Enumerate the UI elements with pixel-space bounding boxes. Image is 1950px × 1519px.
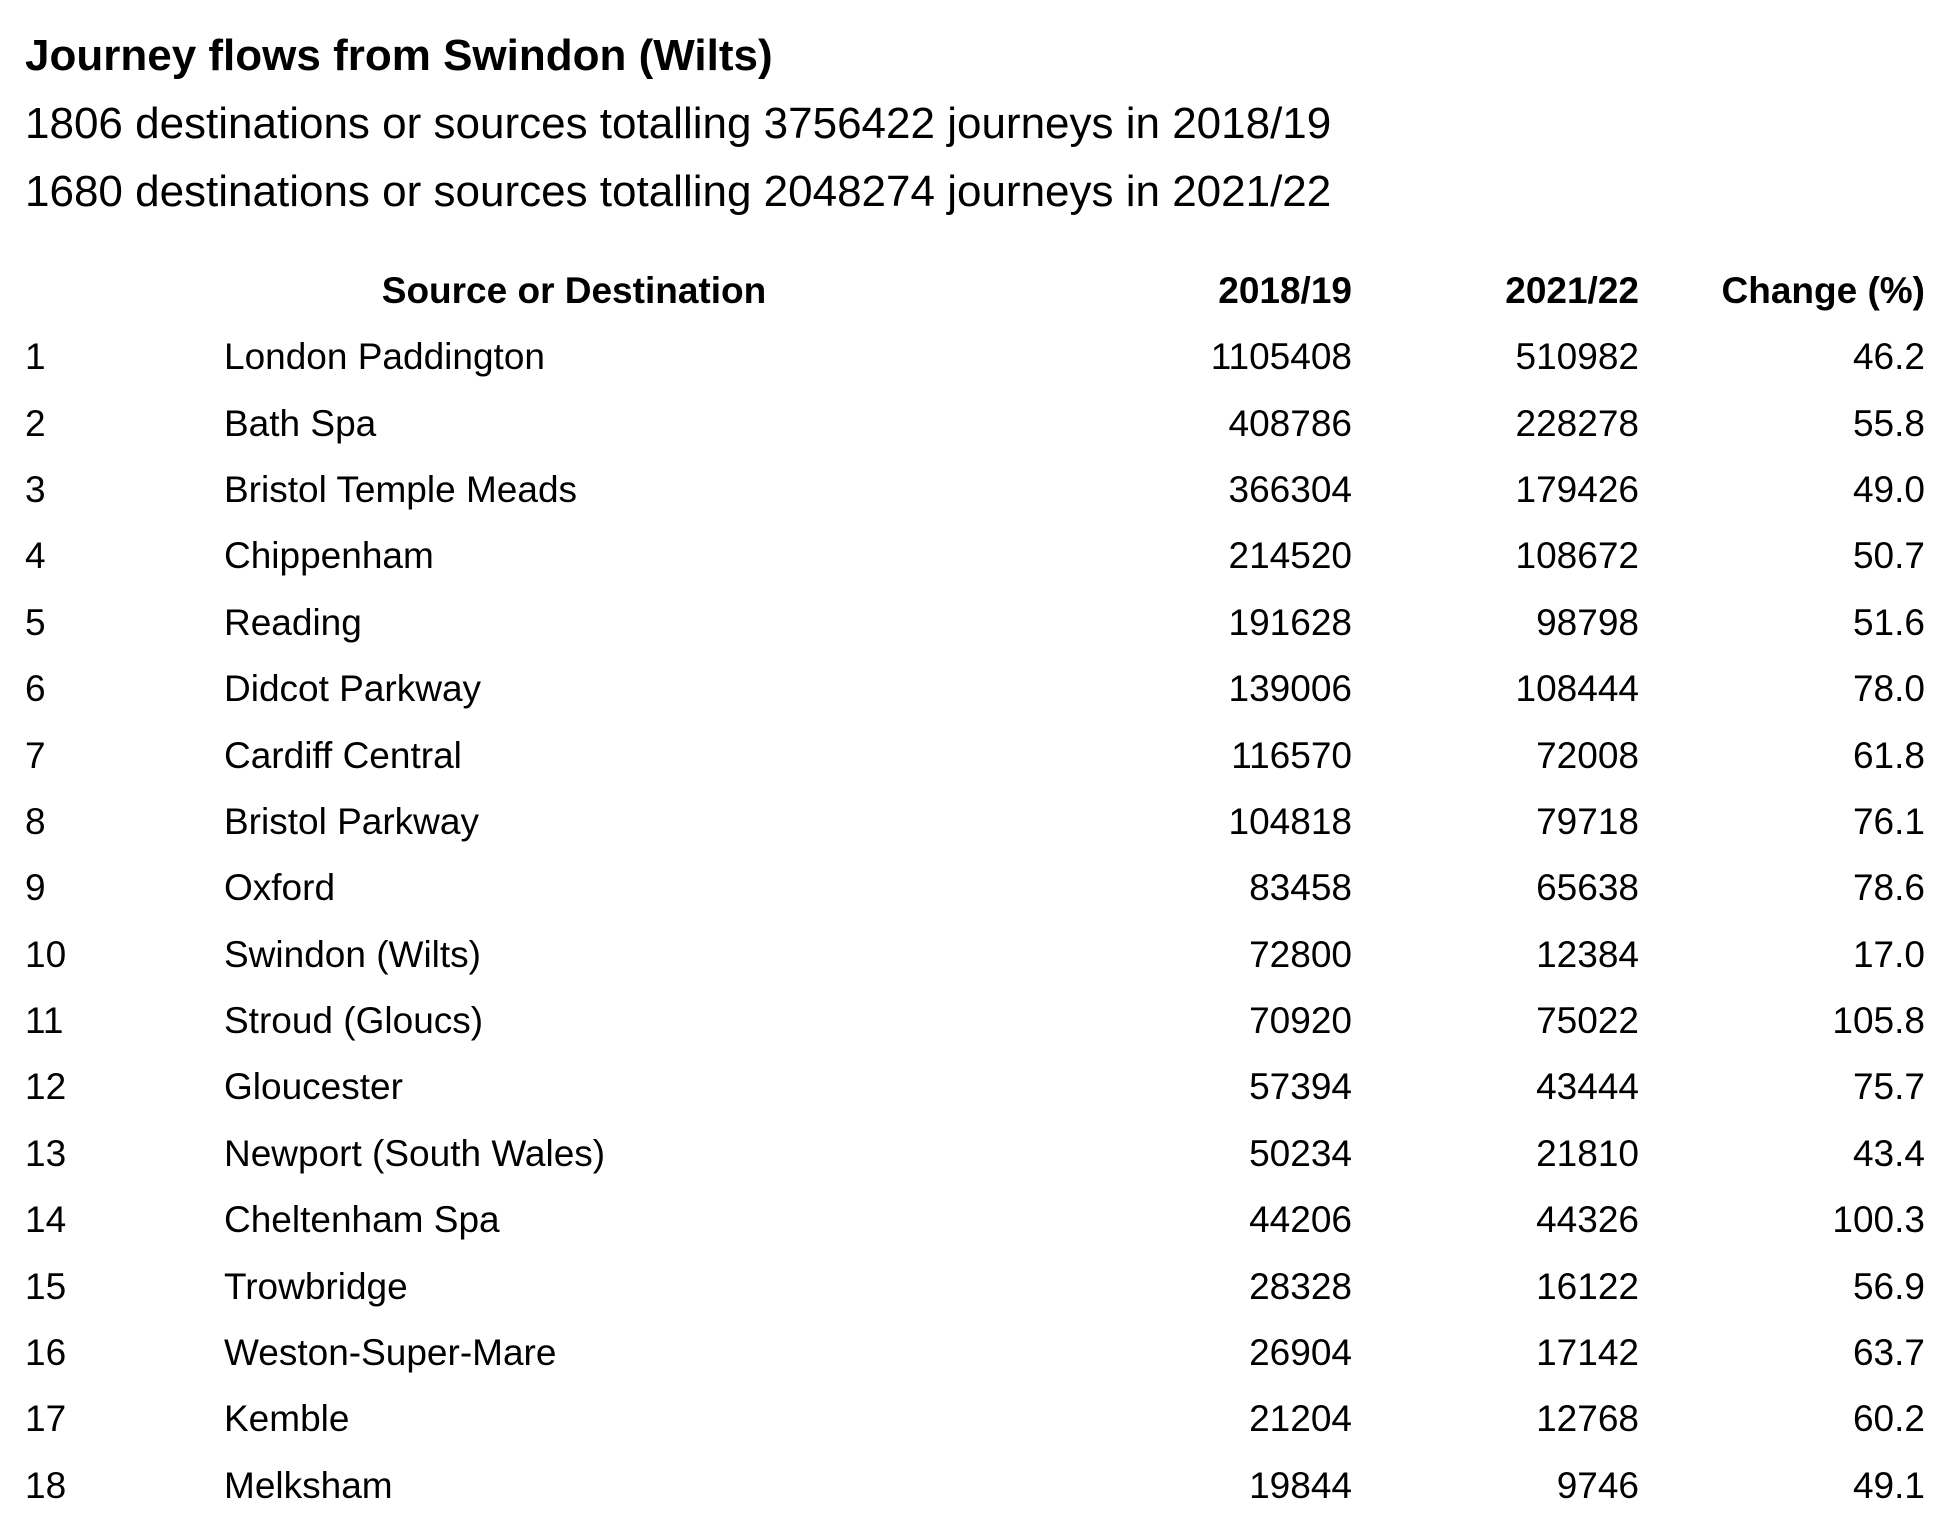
table-row xyxy=(25,390,1925,456)
row-change-percent: 61.8 xyxy=(1852,734,1925,776)
row-station-name: Bristol Parkway xyxy=(224,800,479,842)
row-station-name: Trowbridge xyxy=(224,1265,408,1307)
row-journeys-2021-22: 72008 xyxy=(1536,734,1639,776)
row-station-name: Newport (South Wales) xyxy=(224,1132,606,1174)
row-rank: 11 xyxy=(25,1000,64,1042)
table-row xyxy=(25,922,1925,988)
row-station-name: Oxford xyxy=(224,867,336,909)
row-journeys-2021-22: 98798 xyxy=(1536,601,1639,643)
table-row xyxy=(25,590,1925,656)
row-journeys-2018-19: 1105408 xyxy=(1210,336,1352,378)
row-change-percent: 76.1 xyxy=(1852,800,1925,842)
column-header-2021-22: 2021/22 xyxy=(1505,270,1639,311)
row-station-name: Bristol Temple Meads xyxy=(224,468,578,510)
row-station-name: Weston-Super-Mare xyxy=(224,1332,557,1374)
table-row xyxy=(25,324,1925,390)
row-journeys-2021-22: 12384 xyxy=(1536,933,1639,975)
table-row xyxy=(25,656,1925,722)
table-header-row xyxy=(25,258,1925,324)
table-row xyxy=(25,1121,1925,1187)
row-change-percent: 75.7 xyxy=(1852,1066,1925,1108)
table-row xyxy=(25,1253,1925,1319)
table-row xyxy=(25,1386,1925,1452)
table-row xyxy=(25,457,1925,523)
table-row xyxy=(25,855,1925,921)
row-journeys-2018-19: 21204 xyxy=(1249,1398,1352,1440)
row-station-name: London Paddington xyxy=(224,336,545,378)
row-journeys-2018-19: 72800 xyxy=(1249,933,1352,975)
row-station-name: Kemble xyxy=(224,1398,350,1440)
row-rank: 3 xyxy=(25,468,46,510)
row-journeys-2018-19: 28328 xyxy=(1249,1265,1352,1307)
row-rank: 18 xyxy=(25,1464,67,1506)
row-station-name: Cheltenham Spa xyxy=(224,1199,500,1241)
row-station-name: Melksham xyxy=(224,1464,393,1506)
row-rank: 7 xyxy=(25,734,46,776)
table-row xyxy=(25,1054,1925,1120)
page-title: Journey flows from Swindon (Wilts) xyxy=(25,31,773,80)
row-station-name: Cardiff Central xyxy=(224,734,462,776)
row-journeys-2018-19: 191628 xyxy=(1228,601,1352,643)
row-change-percent: 55.8 xyxy=(1852,402,1925,444)
row-change-percent: 49.1 xyxy=(1852,1464,1925,1506)
table-row xyxy=(25,1453,1925,1519)
row-station-name: Bath Spa xyxy=(224,402,377,444)
row-journeys-2021-22: 108672 xyxy=(1515,535,1639,577)
row-rank: 14 xyxy=(25,1199,67,1241)
row-journeys-2018-19: 104818 xyxy=(1228,800,1352,842)
row-journeys-2018-19: 366304 xyxy=(1228,468,1352,510)
row-journeys-2021-22: 44326 xyxy=(1536,1199,1639,1241)
summary-line-2018-19: 1806 destinations or sources totalling 3756422 journeys in 2018/19 xyxy=(25,99,1332,148)
row-journeys-2021-22: 179426 xyxy=(1515,468,1639,510)
column-header-change: Change (%) xyxy=(1721,270,1925,311)
row-station-name: Swindon (Wilts) xyxy=(224,933,481,975)
row-journeys-2021-22: 12768 xyxy=(1536,1398,1639,1440)
row-change-percent: 49.0 xyxy=(1852,468,1925,510)
row-change-percent: 63.7 xyxy=(1852,1332,1925,1374)
row-journeys-2018-19: 408786 xyxy=(1228,402,1352,444)
table-body xyxy=(25,324,1925,1519)
row-rank: 6 xyxy=(25,668,46,710)
row-journeys-2021-22: 16122 xyxy=(1536,1265,1639,1307)
row-journeys-2018-19: 116570 xyxy=(1231,734,1352,776)
summary-line-2021-22: 1680 destinations or sources totalling 2048274 journeys in 2021/22 xyxy=(25,167,1332,216)
table-row xyxy=(25,523,1925,589)
row-journeys-2018-19: 50234 xyxy=(1249,1132,1352,1174)
row-journeys-2018-19: 83458 xyxy=(1249,867,1352,909)
row-journeys-2021-22: 75022 xyxy=(1536,1000,1639,1042)
column-header-rank xyxy=(25,258,224,324)
row-station-name: Chippenham xyxy=(224,535,434,577)
row-station-name: Didcot Parkway xyxy=(224,668,482,710)
row-rank: 9 xyxy=(25,867,46,909)
row-journeys-2018-19: 19844 xyxy=(1249,1464,1352,1506)
row-rank: 8 xyxy=(25,800,46,842)
row-rank: 5 xyxy=(25,601,46,643)
row-change-percent: 50.7 xyxy=(1852,535,1925,577)
row-journeys-2021-22: 108444 xyxy=(1515,668,1639,710)
row-journeys-2018-19: 70920 xyxy=(1249,1000,1352,1042)
row-journeys-2018-19: 44206 xyxy=(1249,1199,1352,1241)
row-journeys-2021-22: 228278 xyxy=(1515,402,1639,444)
row-change-percent: 56.9 xyxy=(1852,1265,1925,1307)
row-change-percent: 17.0 xyxy=(1852,933,1925,975)
row-journeys-2018-19: 214520 xyxy=(1228,535,1352,577)
journey-flows-table xyxy=(25,258,1925,1519)
row-journeys-2021-22: 43444 xyxy=(1536,1066,1639,1108)
row-station-name: Reading xyxy=(224,601,362,643)
column-header-source-or-destination: Source or Destination xyxy=(381,270,767,311)
row-change-percent: 46.2 xyxy=(1852,336,1925,378)
row-change-percent: 78.6 xyxy=(1852,867,1925,909)
row-rank: 17 xyxy=(25,1398,67,1440)
column-header-2018-19: 2018/19 xyxy=(1218,270,1352,311)
table-row xyxy=(25,988,1925,1054)
table-row xyxy=(25,1320,1925,1386)
table-row xyxy=(25,722,1925,788)
row-change-percent: 100.3 xyxy=(1832,1199,1925,1241)
row-journeys-2018-19: 57394 xyxy=(1249,1066,1352,1108)
table-row xyxy=(25,1187,1925,1253)
row-journeys-2021-22: 510982 xyxy=(1515,336,1639,378)
row-journeys-2021-22: 79718 xyxy=(1536,800,1639,842)
row-rank: 4 xyxy=(25,535,46,577)
row-station-name: Gloucester xyxy=(224,1066,403,1108)
row-change-percent: 105.8 xyxy=(1832,1000,1925,1042)
row-journeys-2018-19: 26904 xyxy=(1249,1332,1352,1374)
row-change-percent: 78.0 xyxy=(1852,668,1925,710)
row-journeys-2021-22: 21810 xyxy=(1536,1132,1639,1174)
row-rank: 15 xyxy=(25,1265,67,1307)
row-rank: 10 xyxy=(25,933,67,975)
row-journeys-2018-19: 139006 xyxy=(1228,668,1352,710)
row-change-percent: 43.4 xyxy=(1852,1132,1925,1174)
row-change-percent: 60.2 xyxy=(1852,1398,1925,1440)
row-rank: 16 xyxy=(25,1332,67,1374)
row-rank: 13 xyxy=(25,1132,67,1174)
row-station-name: Stroud (Gloucs) xyxy=(224,1000,484,1042)
row-journeys-2021-22: 65638 xyxy=(1536,867,1639,909)
row-rank: 2 xyxy=(25,402,46,444)
row-rank: 1 xyxy=(25,336,46,378)
row-change-percent: 51.6 xyxy=(1852,601,1925,643)
row-rank: 12 xyxy=(25,1066,67,1108)
row-journeys-2021-22: 9746 xyxy=(1556,1464,1639,1506)
row-journeys-2021-22: 17142 xyxy=(1536,1332,1639,1374)
table-row xyxy=(25,789,1925,855)
